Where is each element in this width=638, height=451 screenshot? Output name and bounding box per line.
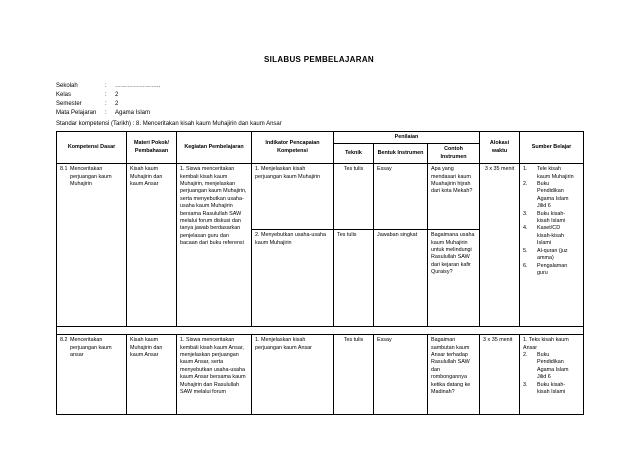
kd-number: 8.2 — [60, 337, 68, 344]
meta-value: ………………….. — [115, 83, 161, 89]
meta-label: Mata Pelajaran — [56, 110, 97, 116]
meta-label: Kelas — [56, 92, 72, 98]
contoh-cell: Bagaimana usaha kaum Muhajirin untuk melindungi Rasulullah SAW dari kejaran kafir Quraisy? — [428, 230, 480, 327]
header-penilaian: Penilaian — [334, 132, 480, 144]
sumber-item: 5. Al-quran (juz amma) — [523, 247, 568, 262]
teknik-cell: Tes tulis — [334, 164, 374, 230]
kegiatan-cell: 1. Siswa menceritakan kembali kisah kaum Ansar, menjelaskan perjuangan kaum Ansar, serta menyebutkan usaha-usaha kaum Ansar bersama kaum Muhajirin dan Rasulullah SAW melalui forum — [177, 335, 252, 415]
alokasi-cell: 3 x 35 menit — [480, 335, 520, 415]
sumber-item: 2. Buku Pendidikan Agama Islam Jilid 6 — [523, 352, 569, 381]
header-sumber: Sumber Belajar — [520, 132, 584, 164]
silabus-table — [56, 131, 584, 415]
header-materi: Materi Pokok/ Pembahasan — [127, 132, 177, 164]
contoh-cell: Bagaiman sambutan kaum Ansar terhadap Rasulullah SAW dan rombongannya ketika datang ke Madinah? — [428, 335, 480, 415]
meta-value: Agama Islam — [115, 110, 151, 116]
meta-colon: : — [105, 83, 107, 89]
page-title: SILABUS PEMBELAJARAN — [263, 55, 374, 64]
kd-number: 8.1 — [60, 166, 68, 173]
header-kompetensi: Kompetensi Dasar — [57, 132, 127, 164]
header-row — [57, 132, 584, 144]
alokasi-cell: 3 x 35 menit — [480, 164, 520, 327]
meta-label: Sekolah — [56, 83, 78, 89]
teknik-cell: Tes tulis — [334, 335, 374, 415]
header-kegiatan: Kegiatan Pembelajaran — [177, 132, 252, 164]
table-row — [57, 164, 584, 230]
sumber-item: 3. Buku kisah-kisah Islami — [523, 210, 566, 225]
teknik-cell: Tes tulis — [334, 230, 374, 327]
contoh-cell: Apa yang mendasari kaum Muahajirin hijrah dari kota Mekah? — [428, 164, 480, 230]
sumber-item: 1. Tele kisah kaum Muhajirin — [523, 166, 574, 180]
bentuk-cell: Essay — [374, 335, 428, 415]
meta-semester — [56, 101, 118, 108]
sumber-item: 6. Pengalaman guru — [523, 262, 568, 276]
kegiatan-cell: 1. Siswa menceritakan kembali kisah kaum Muhajirin, menjelaskan perjuangan kaum Muhajirin, serta menyebutkan usaha-usaha kaum Muhajirin bersama Rasulullah SAW melalui forum diskusi dan tanya jawab berdasarkan penjelasan guru dan bacaan dari buku referensi — [177, 164, 252, 327]
kompetensi-cell — [57, 335, 127, 415]
indikator-cell: 2. Menyebutkan usaha-usaha kaum Muhajirin — [252, 230, 334, 327]
header-contoh: Contoh Instrumen — [428, 144, 480, 164]
sumber-item: 1. Teks kisah kaum Ansar — [523, 337, 569, 351]
header-indikator: Indikator Pencapaian Kompetensi — [252, 132, 334, 164]
header-alokasi: Alokasi waktu — [480, 132, 520, 164]
indikator-cell: 1. Menjelaskan kisah perjuangan kaum Ansar — [252, 335, 334, 415]
standar-kompetensi: Standar kompetensi (Tarikh) : 8. Menceritakan kisah kaum Muhajirin dan kaum Ansar — [56, 121, 282, 127]
meta-mata-pelajaran — [56, 110, 150, 117]
kompetensi-cell — [57, 164, 127, 327]
header-teknik: Teknik — [334, 144, 374, 164]
meta-colon: : — [105, 101, 107, 107]
meta-label: Semester — [56, 101, 82, 107]
materi-cell: Kisah kaum Muhajirin dan kaum Ansar — [127, 335, 177, 415]
bentuk-cell: Essay — [374, 164, 428, 230]
table-row — [57, 335, 584, 415]
header-bentuk: Bentuk Instrumen — [374, 144, 428, 164]
sumber-item: 2. Buku Pendidikan Agama Islam Jilid 6 — [523, 181, 569, 210]
sumber-item: 4. Kaset/CD kisah-kisah Islami — [523, 225, 564, 247]
kd-text: Menceritakan perjuangan kaum Muhajirin — [70, 166, 112, 188]
spacer-row — [57, 327, 584, 335]
materi-cell: Kisah kaum Muhajirin dan kaum Ansar — [127, 164, 177, 327]
meta-colon: : — [105, 110, 107, 116]
meta-kelas — [56, 92, 118, 99]
meta-value: 2 — [115, 101, 119, 107]
meta-sekolah — [56, 83, 160, 90]
meta-colon: : — [105, 92, 107, 98]
sumber-cell — [520, 335, 584, 415]
indikator-cell: 1. Menjelaskan kisah perjuangan kaum Muhajirin — [252, 164, 334, 230]
sumber-item: 3. Buku kisah-kisah Islami — [523, 381, 566, 396]
kd-text: Menceritakan perjuangan kaum ansar — [70, 337, 112, 359]
meta-value: 2 — [115, 92, 119, 98]
bentuk-cell: Jawaban singkat — [374, 230, 428, 327]
sumber-cell — [520, 164, 584, 327]
